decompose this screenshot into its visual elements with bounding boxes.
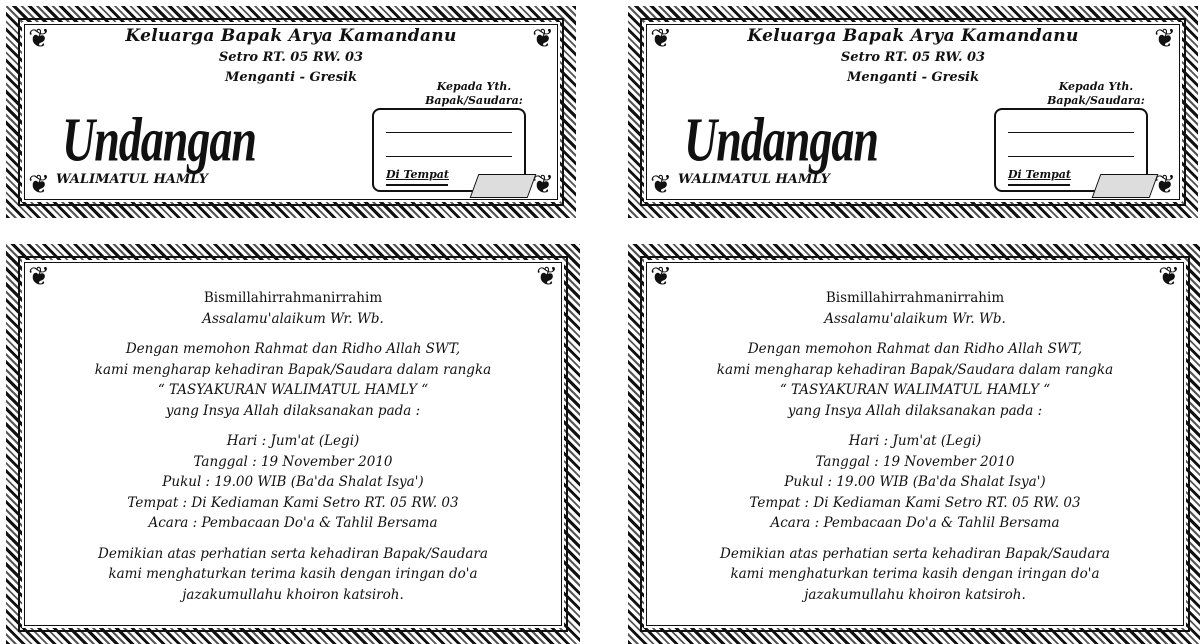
divider: [1008, 184, 1070, 186]
invitation-title: Undangan: [684, 105, 878, 175]
salam-line: Assalamu'alaikum Wr. Wb.: [824, 310, 1006, 327]
flourish-icon: ❦: [650, 24, 672, 54]
opening-line-2: kami mengharap kehadiran Bapak/Saudara dalam rangka: [94, 361, 492, 378]
acara-line: Acara : Pembacaan Do'a & Tahlil Bersama: [148, 515, 438, 531]
invitation-subtitle: WALIMATUL HAMLY: [56, 172, 208, 187]
recipient-address-box: [994, 108, 1148, 192]
recipient-address-box: [372, 108, 526, 192]
event-name: “ TASYAKURAN WALIMATUL HAMLY “: [779, 382, 1051, 398]
flourish-icon: ❦: [28, 170, 50, 200]
flourish-icon: ❦: [28, 262, 50, 292]
invitation-body: [22, 288, 564, 605]
flourish-icon: ❦: [650, 262, 672, 292]
closing-line-2: kami menghaturkan terima kasih dengan iringan do'a: [730, 566, 1100, 582]
address-line-2: Menganti - Gresik: [225, 70, 357, 85]
flourish-icon: ❦: [1158, 262, 1180, 292]
closing-line-1: Demikian atas perhatian serta kehadiran Bapak/Saudara: [98, 545, 488, 562]
flourish-icon: ❦: [536, 262, 558, 292]
opening-line-1: Dengan memohon Rahmat dan Ridho Allah SWT,: [125, 341, 461, 357]
kepada-label: Kepada Yth.: [436, 80, 512, 93]
flourish-icon: ❦: [532, 170, 554, 200]
address-line-blank: [386, 132, 512, 133]
family-name: Keluarga Bapak Arya Kamandanu: [125, 26, 457, 46]
tempat-line: Tempat : Di Kediaman Kami Setro RT. 05 RW. 03: [749, 494, 1081, 511]
address-line-blank: [1008, 156, 1134, 157]
recipient-heading: [404, 80, 544, 108]
address-line-1: Setro RT. 05 RW. 03: [218, 50, 364, 65]
invitation-subtitle: WALIMATUL HAMLY: [678, 172, 830, 187]
flourish-icon: ❦: [532, 24, 554, 54]
tanggal-line: Tanggal : 19 November 2010: [815, 453, 1015, 470]
tanggal-line: Tanggal : 19 November 2010: [193, 453, 393, 470]
opening-line-1: Dengan memohon Rahmat dan Ridho Allah SWT,: [747, 341, 1083, 357]
invitation-card-left: [6, 244, 580, 644]
recipient-heading: [1026, 80, 1166, 108]
bapak-label: Bapak/Saudara:: [1047, 94, 1145, 107]
invitation-body: [644, 288, 1186, 605]
di-tempat-label: Di Tempat: [1008, 168, 1072, 181]
event-name: “ TASYAKURAN WALIMATUL HAMLY “: [157, 382, 429, 398]
kepada-label: Kepada Yth.: [1058, 80, 1134, 93]
pukul-line: Pukul : 19.00 WIB (Ba'da Shalat Isya'): [784, 474, 1046, 490]
flourish-icon: ❦: [1154, 24, 1176, 54]
invitation-card-right: [628, 244, 1200, 644]
flourish-icon: ❦: [1154, 170, 1176, 200]
address-line-blank: [386, 156, 512, 157]
address-line-1: Setro RT. 05 RW. 03: [840, 50, 986, 65]
envelope-card-left: [6, 6, 576, 218]
bismillah-line: Bismillahirrahmanirrahim: [825, 290, 1005, 306]
held-line: yang Insya Allah dilaksanakan pada :: [787, 402, 1043, 419]
closing-line-1: Demikian atas perhatian serta kehadiran Bapak/Saudara: [720, 545, 1110, 562]
address-line-2: Menganti - Gresik: [847, 70, 979, 85]
hari-line: Hari : Jum'at (Legi): [226, 433, 360, 449]
opening-line-2: kami mengharap kehadiran Bapak/Saudara dalam rangka: [716, 361, 1114, 378]
flourish-icon: ❦: [650, 170, 672, 200]
closing-line-2: kami menghaturkan terima kasih dengan iringan do'a: [108, 566, 478, 582]
flourish-icon: ❦: [28, 24, 50, 54]
divider: [386, 184, 448, 186]
family-name: Keluarga Bapak Arya Kamandanu: [747, 26, 1079, 46]
held-line: yang Insya Allah dilaksanakan pada :: [165, 402, 421, 419]
envelope-card-right: [628, 6, 1198, 218]
salam-line: Assalamu'alaikum Wr. Wb.: [202, 310, 384, 327]
di-tempat-label: Di Tempat: [386, 168, 450, 181]
bapak-label: Bapak/Saudara:: [425, 94, 523, 107]
acara-line: Acara : Pembacaan Do'a & Tahlil Bersama: [770, 515, 1060, 531]
tempat-line: Tempat : Di Kediaman Kami Setro RT. 05 RW. 03: [127, 494, 459, 511]
closing-line-3: jazakumullahu khoiron katsiroh.: [182, 586, 404, 603]
bismillah-line: Bismillahirrahmanirrahim: [203, 290, 383, 306]
hari-line: Hari : Jum'at (Legi): [848, 433, 982, 449]
pukul-line: Pukul : 19.00 WIB (Ba'da Shalat Isya'): [162, 474, 424, 490]
invitation-title: Undangan: [62, 105, 256, 175]
closing-line-3: jazakumullahu khoiron katsiroh.: [804, 586, 1026, 603]
address-line-blank: [1008, 132, 1134, 133]
